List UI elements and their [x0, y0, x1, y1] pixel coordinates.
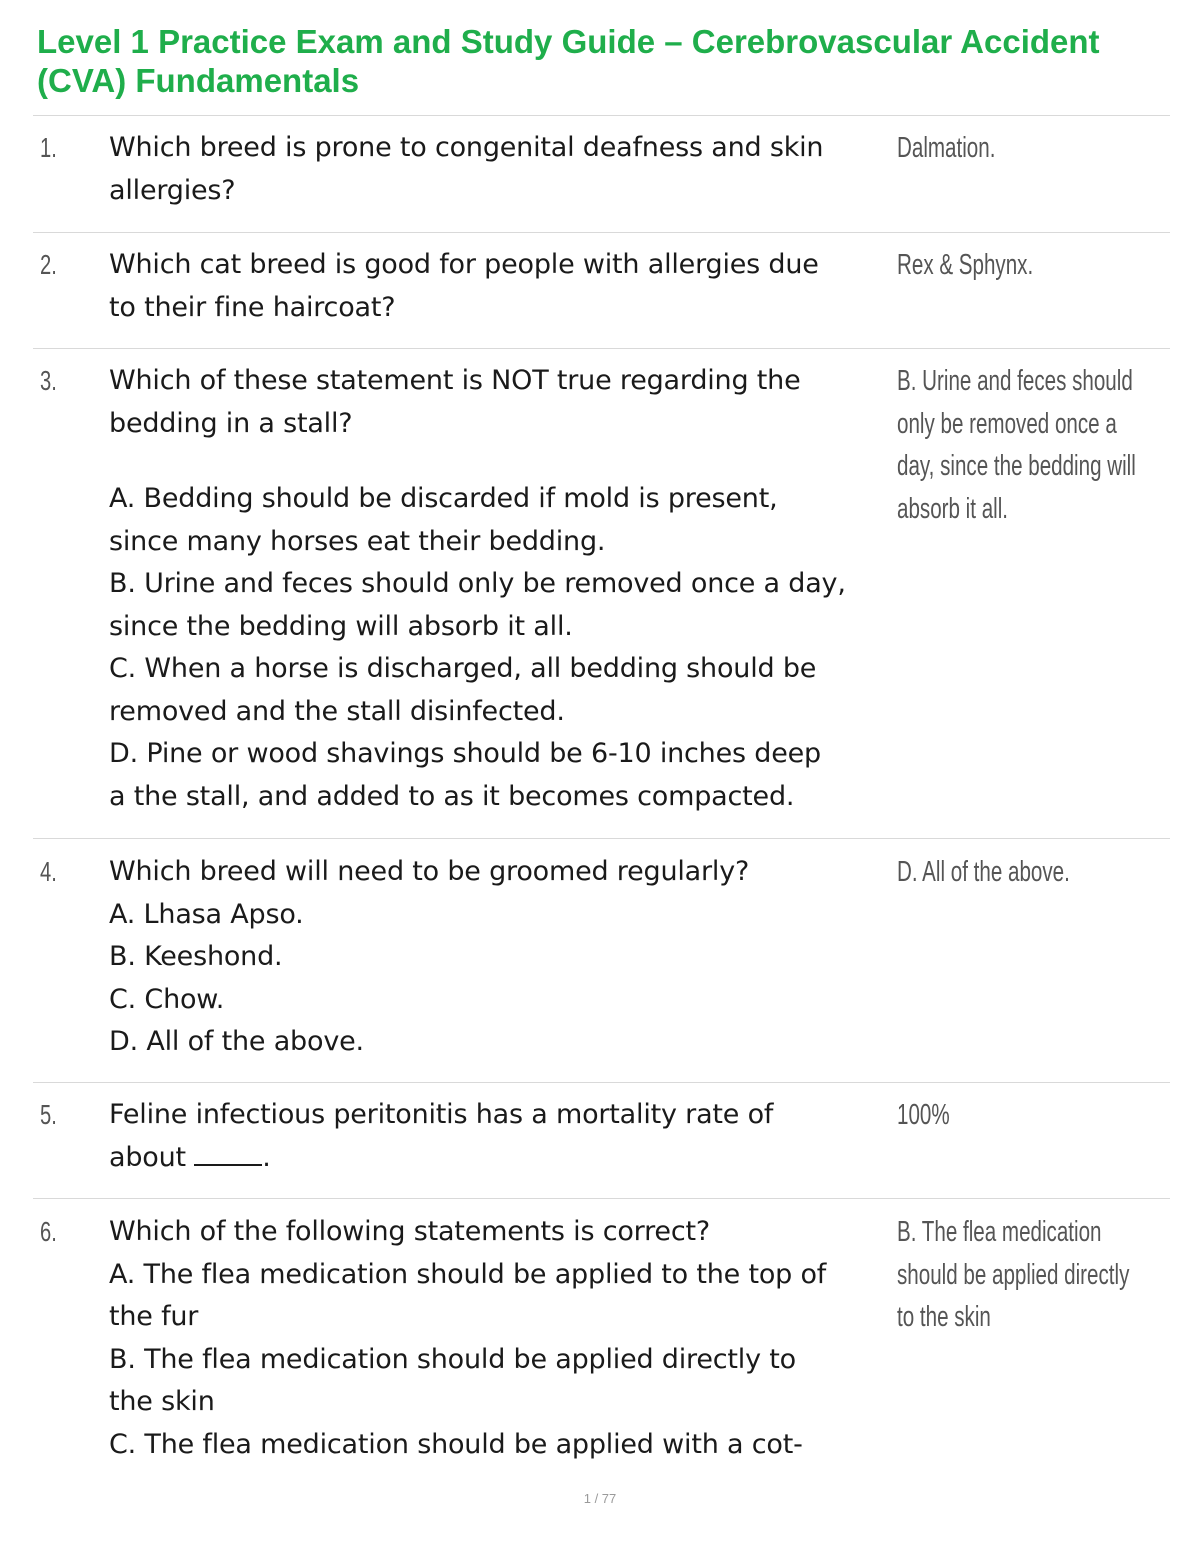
- question-text: [109, 851, 894, 1064]
- divider: [33, 1082, 1170, 1083]
- answer-text: [897, 1211, 1153, 1339]
- divider: [33, 232, 1170, 233]
- answer-line: only be removed once a: [897, 407, 1117, 440]
- option-line: B. Keeshond.: [109, 941, 283, 972]
- option-line: C. When a horse is discharged, all bedding should be: [109, 653, 817, 684]
- option-line: the fur: [109, 1301, 199, 1332]
- option-line: B. Urine and feces should only be removed once a day,: [109, 568, 846, 599]
- answer-text: [897, 360, 1153, 530]
- divider: [33, 115, 1170, 116]
- question-tail: about: [109, 1141, 186, 1173]
- answer-line: D. All of the above.: [897, 856, 1070, 888]
- question-text: [109, 1211, 894, 1466]
- question-line: Which breed is prone to congenital deafness and skin: [109, 132, 824, 163]
- option-line: D. Pine or wood shavings should be 6-10 inches deep: [109, 738, 821, 769]
- option-line: since many horses eat their bedding.: [109, 525, 606, 557]
- document-title: Level 1 Practice Exam and Study Guide – Cerebrovascular Accident (CVA) Fundamentals: [37, 23, 1100, 99]
- question-number: 6.: [40, 1216, 57, 1247]
- answer-line: absorb it all.: [897, 492, 1009, 525]
- answer-line: should be applied directly: [897, 1258, 1130, 1291]
- answer-line: 100%: [897, 1099, 950, 1131]
- question-text: [109, 1094, 894, 1179]
- page-indicator: 1 / 77: [583, 1491, 617, 1506]
- option-line: A. Bedding should be discarded if mold is present,: [109, 483, 778, 514]
- option-line: C. Chow.: [109, 983, 225, 1015]
- divider: [33, 1198, 1170, 1199]
- option-line: a the stall, and added to as it becomes compacted.: [109, 780, 795, 812]
- question-number: 5.: [40, 1099, 57, 1130]
- question-line: allergies?: [109, 174, 236, 206]
- divider: [33, 348, 1170, 349]
- question-number: 1.: [40, 132, 57, 163]
- option-line: the skin: [109, 1386, 215, 1417]
- question-line: Which of the following statements is correct?: [109, 1216, 710, 1247]
- question-text: [109, 127, 894, 212]
- question-text: [109, 360, 894, 818]
- answer-line: B. The flea medication: [897, 1216, 1102, 1248]
- answer-line: B. Urine and feces should: [897, 365, 1133, 397]
- option-line: since the bedding will absorb it all.: [109, 610, 573, 642]
- option-line: C. The flea medication should be applied with a cot-: [109, 1428, 803, 1460]
- option-line: A. The flea medication should be applied to the top of: [109, 1258, 827, 1290]
- answer-line: day, since the bedding will: [897, 450, 1136, 482]
- question-line: Which cat breed is good for people with allergies due: [109, 249, 819, 280]
- question-line: Feline infectious peritonitis has a mortality rate of: [109, 1099, 774, 1130]
- fill-in-blank: [194, 1142, 262, 1166]
- question-line: Which of these statement is NOT true regarding the: [109, 365, 801, 396]
- question-line: Which breed will need to be groomed regularly?: [109, 856, 750, 887]
- option-line: D. All of the above.: [109, 1026, 364, 1057]
- option-line: B. The flea medication should be applied directly to: [109, 1343, 796, 1375]
- answer-line: Dalmation.: [897, 132, 996, 164]
- question-line: to their fine haircoat?: [109, 291, 396, 323]
- question-number: 3.: [40, 365, 57, 396]
- question-number: 4.: [40, 856, 57, 887]
- answer-line: to the skin: [897, 1301, 991, 1333]
- answer-text: [897, 127, 1153, 170]
- option-line: A. Lhasa Apso.: [109, 898, 304, 930]
- question-text: [109, 244, 894, 329]
- answer-text: [897, 1094, 1153, 1137]
- question-number: 2.: [40, 249, 57, 280]
- question-line: bedding in a stall?: [109, 407, 353, 439]
- divider: [33, 838, 1170, 839]
- answer-text: [897, 851, 1153, 894]
- answer-text: [897, 244, 1153, 287]
- question-line: [109, 1137, 894, 1180]
- option-line: removed and the stall disinfected.: [109, 695, 565, 727]
- question-end: .: [262, 1141, 271, 1173]
- answer-line: Rex & Sphynx.: [897, 249, 1034, 281]
